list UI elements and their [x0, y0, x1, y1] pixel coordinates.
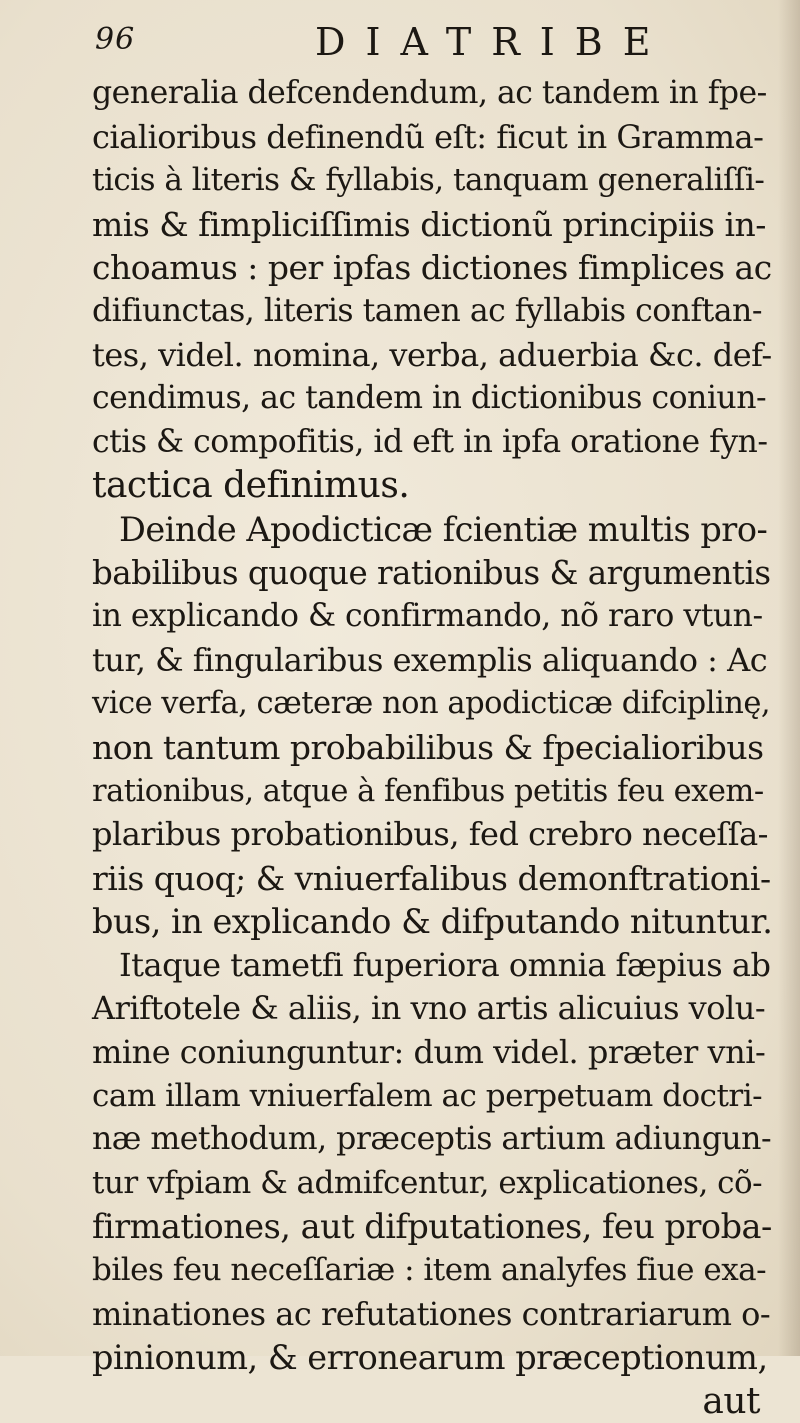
- text-line: mine coniunguntur: dum videl. præter vni-: [92, 1033, 766, 1072]
- running-head: [95, 18, 735, 68]
- body-text: [92, 72, 772, 1423]
- text-line: tur, & fingularibus exemplis aliquando : Ac: [92, 640, 768, 679]
- page-edge-shadow: [778, 0, 800, 1356]
- text-line: bus, in explicando & difputando nituntur.: [92, 902, 773, 942]
- text-line: difiunctas, literis tamen ac fyllabis conftan-: [92, 292, 762, 329]
- text-line: minationes ac refutationes contrariarum o-: [92, 1294, 771, 1333]
- text-line: tur vfpiam & admifcentur, explicationes, cõ-: [92, 1164, 763, 1201]
- text-line: tactica definimus.: [92, 465, 410, 507]
- catchword: aut: [702, 1380, 760, 1422]
- text-line: generalia defcendendum, ac tandem in fpe-: [92, 75, 767, 111]
- text-line: ticis à literis & fyllabis, tanquam generaliſſi-: [92, 162, 765, 199]
- text-line: cendimus, ac tandem in dictionibus coniun-: [92, 380, 767, 417]
- text-line: Ariftotele & aliis, in vno artis alicuius volu-: [92, 989, 766, 1028]
- text-line: mis & fimpliciſſimis dictionũ principiis in-: [92, 204, 766, 244]
- text-line: ctis & compofitis, id eft in ipfa oratione fyn-: [92, 423, 768, 460]
- text-line: biles feu neceſſariæ : item analyfes fiue exa-: [92, 1252, 767, 1289]
- text-line: rationibus, atque à fenfibus petitis feu exem-: [92, 773, 764, 809]
- page-number: 96: [95, 22, 136, 57]
- paragraph-start-line: Deinde Apodicticæ fcientiæ multis pro-: [119, 509, 768, 549]
- text-line: riis quoq; & vniuerfalibus demonftrationi-: [92, 858, 771, 898]
- text-line: pinionum, & erronearum præceptionum,: [92, 1338, 768, 1378]
- text-line: vice verfa, cæteræ non apodicticæ difciplinę,: [92, 686, 771, 722]
- text-line: næ methodum, præceptis artium adiungun-: [92, 1121, 772, 1158]
- text-line: firmationes, aut difputationes, feu proba-: [92, 1207, 772, 1247]
- text-line: babilibus quoque rationibus & argumentis: [92, 553, 771, 592]
- text-line: choamus : per ipfas dictiones fimplices ac: [92, 248, 772, 288]
- text-line: tes, videl. nomina, verba, aduerbia &c. def-: [92, 335, 772, 374]
- text-line: plaribus probationibus, fed crebro neceſſa-: [92, 815, 768, 854]
- paragraph-start-line: Itaque tametfi fuperiora omnia fæpius ab: [119, 945, 771, 984]
- text-line: non tantum probabilibus & fpecialioribus: [92, 727, 764, 767]
- text-line: cialioribus definendũ eſt: ficut in Gramma-: [92, 117, 764, 156]
- running-title: DIATRIBE: [315, 20, 671, 64]
- text-line: cam illam vniuerfalem ac perpetuam doctri-: [92, 1077, 763, 1114]
- text-line: in explicando & confirmando, nõ raro vtun-: [92, 598, 763, 635]
